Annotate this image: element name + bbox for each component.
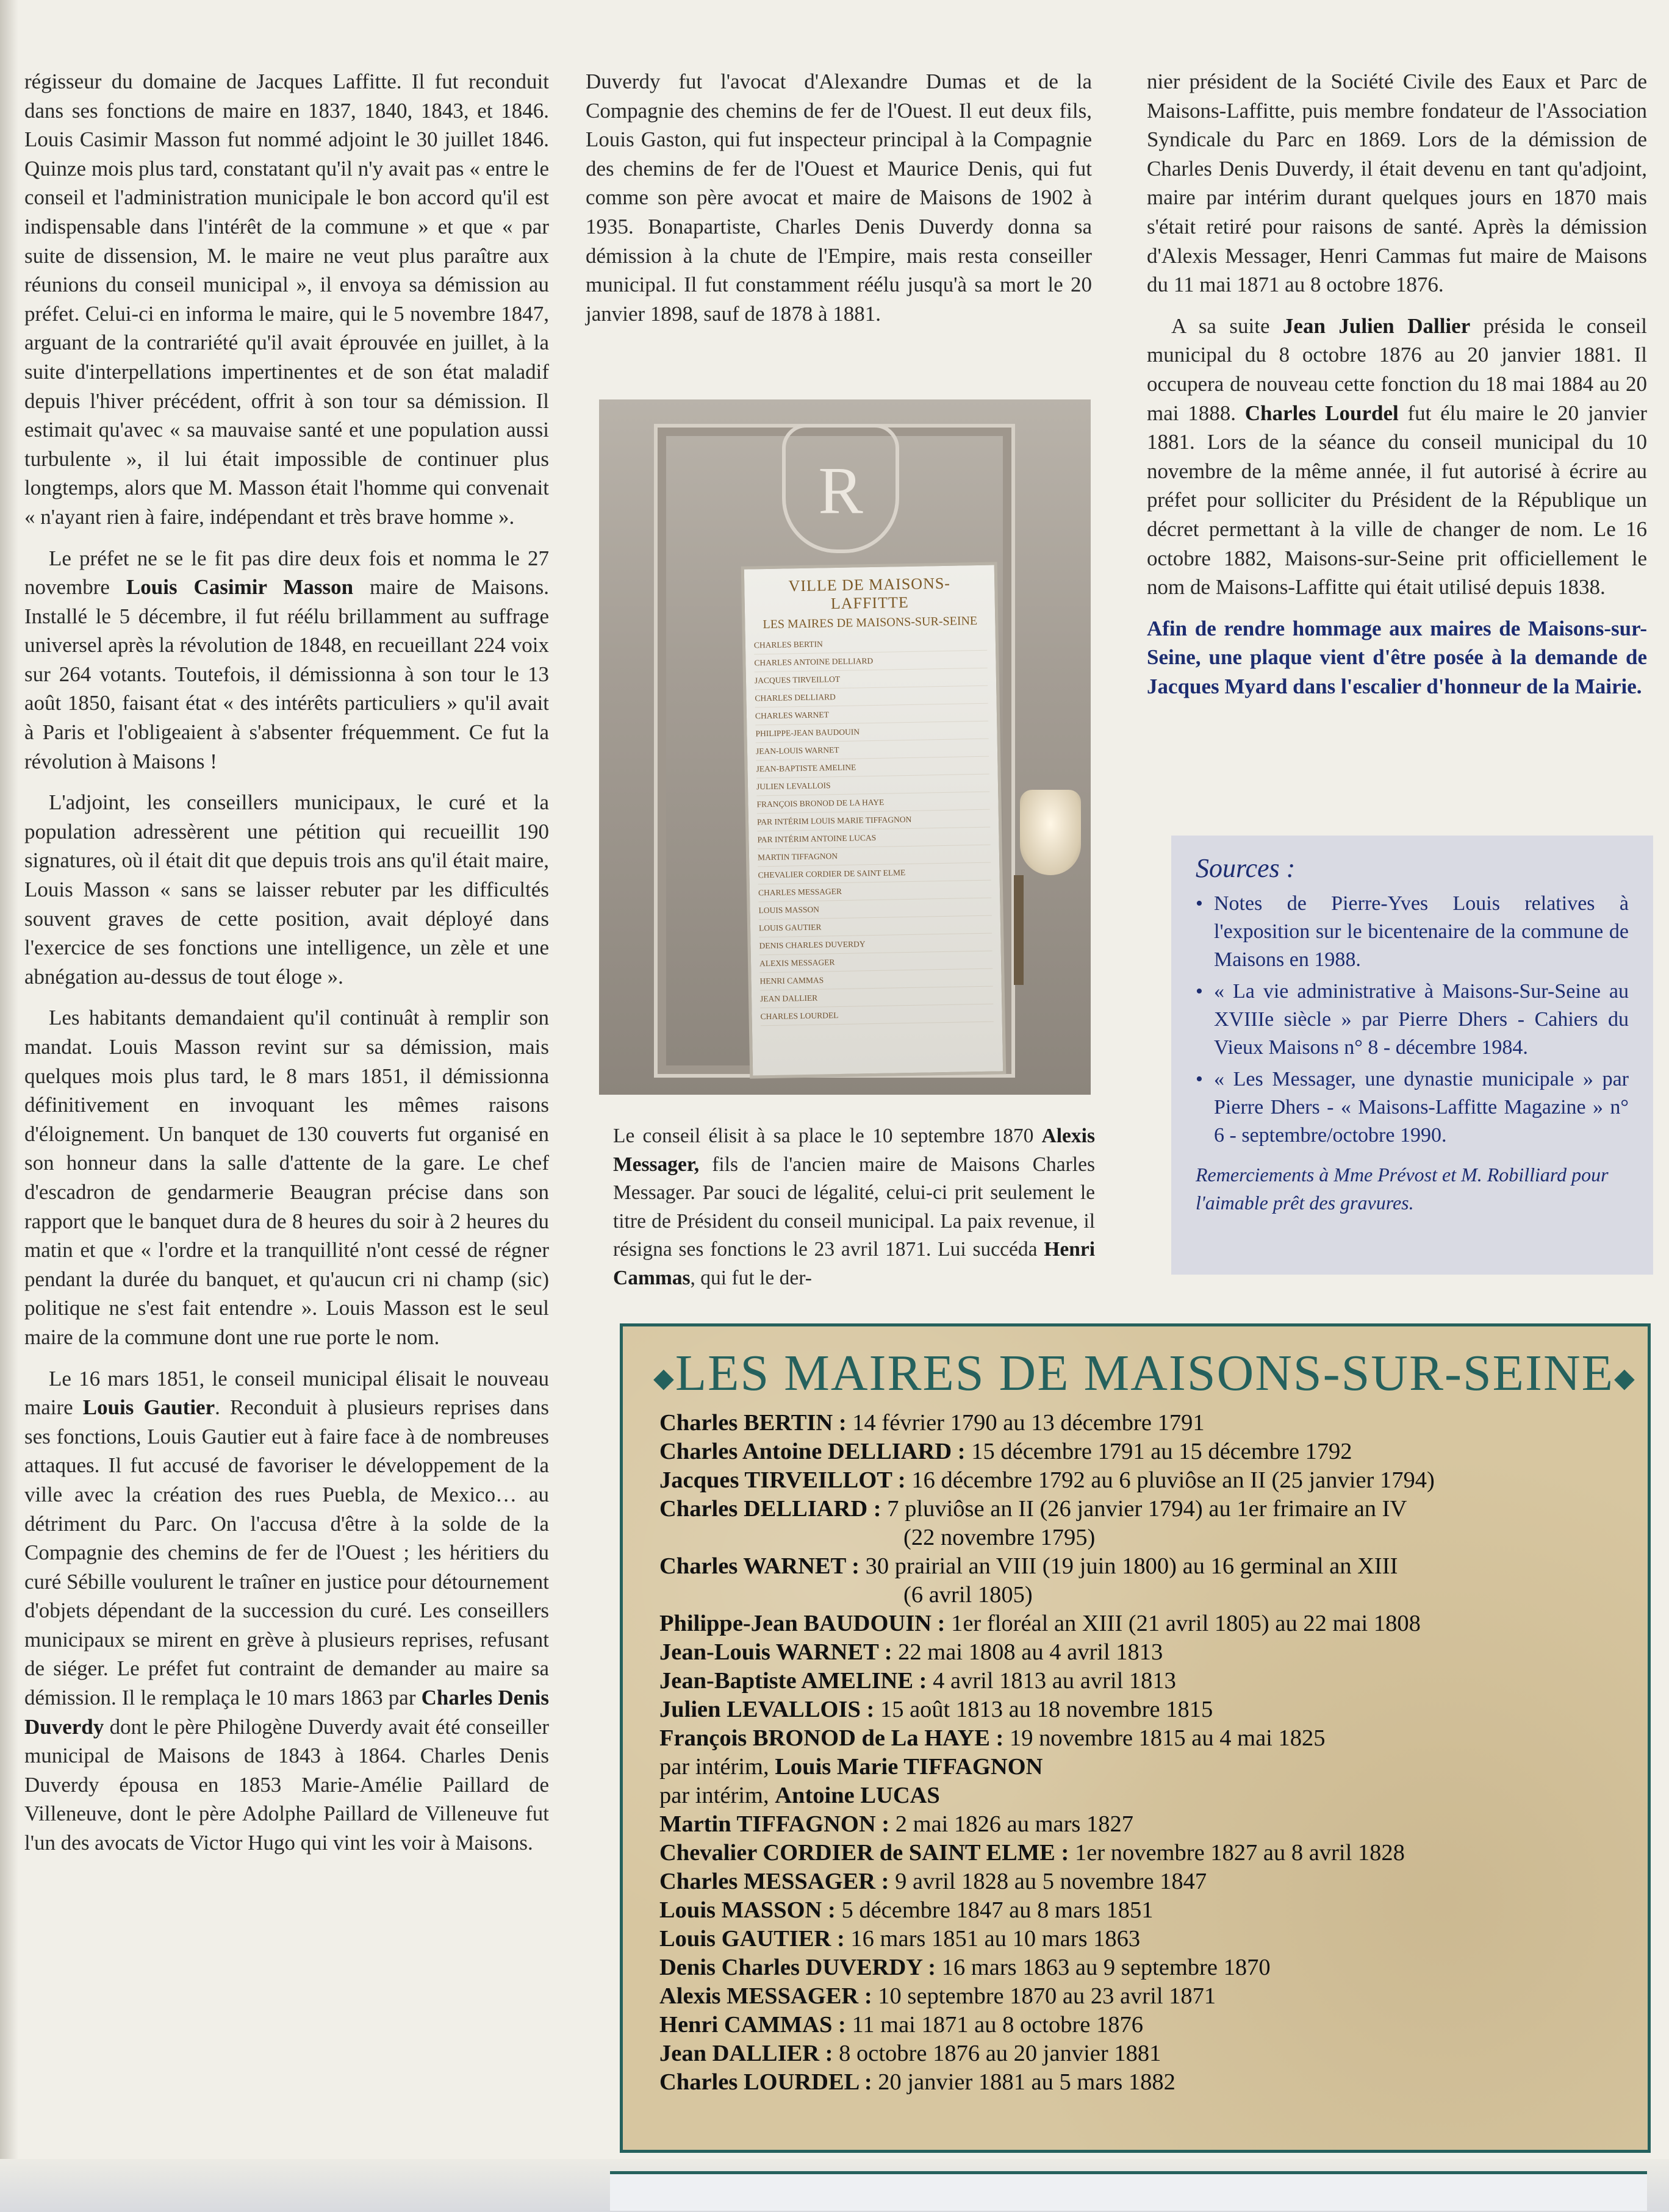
col2-paragraph-1: Duverdy fut l'avocat d'Alexandre Dumas et de la Compagnie des chemins de fer de l'Ouest. Il eut deux fils, Louis Gaston, qui fut inspecteur principal à la Compagnie des chemins de fer de l'Ouest et Maurice Denis, qui fut comme son père avocat et maire de Maisons de 1902 à 1935. Bonapartiste, Charles Denis Duverdy donna sa démission à la chute de l'Empire, mais resta conseiller municipal. Il fut constamment réélu jusqu'à sa mort le 20 janvier 1898, sauf de 1878 à 1881. [586,70,1092,326]
plaque-row: DENIS CHARLES DUVERDY [759,934,992,956]
col3-paragraph-2 [1147,312,1647,602]
text-run: . Reconduit à plusieurs reprises dans ses fonctions, Louis Gautier eut à faire face à de nombreuses attaques. Il fut accusé de favoriser le développement de la ville avec la création des rues Puebla, de Mexico… au détriment du Parc. On l'accusa d'être à la solde de la Compagnie des chemins de fer de l'Ouest ; les héritiers du curé Sébille voulurent le traîner en justice pour détournement d'objets dépendant de la succession du curé. Les conseillers municipaux se mirent en grève à plusieurs reprises, refusant de siéger. Le préfet fut contraint de demander au maire sa démission. Il le remplaça le 10 mars 1863 par [24,1395,549,1710]
person-name-jean-julien-dallier: Jean Julien Dallier [1282,313,1471,338]
mayor-name: Antoine LUCAS [775,1783,940,1808]
mayor-dates-continued [659,1523,1623,1552]
mayor-entry [659,1552,1623,1581]
plaque-rows [754,633,994,1026]
mayor-entry [659,1867,1623,1896]
mayor-name: Charles BERTIN : [659,1410,847,1436]
mayor-entry [659,1982,1623,2011]
plaque-subtitle: LES MAIRES DE MAISONS-SUR-SEINE [763,614,978,632]
text-run: Le préfet ne se le fit pas dire deux fois et nomma le 27 novembre [24,546,549,600]
person-name-henri-cammas: Henri Cammas [613,1238,1095,1289]
plaque-row: PAR INTÉRIM ANTOINE LUCAS [757,828,990,850]
plaque-row: ALEXIS MESSAGER [759,951,992,973]
sources-box [1171,836,1653,1275]
mayor-entry [659,1409,1623,1437]
mayor-name: Jacques TIRVEILLOT : [659,1467,906,1493]
plaque-row: HENRI CAMMAS [759,969,992,991]
diamond-icon: ◆ [1613,1363,1636,1394]
col3-paragraph-1: nier président de la Société Civile des Eaux et Parc de Maisons-Laffitte, puis membre fondateur de l'Association Syndicale du Parc en 1869. Lors de la démission de Charles Denis Duverdy, il était devenu en tant qu'adjoint, maire par intérim durant quelques jours en 1870 mais s'était retiré pour raisons de santé. Après la démission d'Alexis Messager, Henri Cammas fut maire de Maisons du 11 mai 1871 au 8 octobre 1876. [1147,70,1647,297]
mayor-name: Henri CAMMAS : [659,2012,846,2038]
mayor-dates: 5 décembre 1847 au 8 mars 1851 [835,1897,1154,1923]
mayor-entry [659,1609,1623,1638]
mayor-dates: 14 février 1790 au 13 décembre 1791 [846,1410,1205,1436]
plaque-row: JEAN-BAPTISTE AMELINE [756,757,989,779]
person-name-louis-casimir-masson: Louis Casimir Masson [126,575,354,600]
mayor-entry [659,2068,1623,2097]
text-run: présida le conseil municipal du 8 octobre 1876 au 20 janvier 1881. Il occupera de nouveau cette fonction du 18 mai 1884 au 20 mai 1888. [1147,313,1648,425]
sources-list [1196,890,1629,1150]
mayor-dates-continued-text: (22 novembre 1795) [903,1525,1096,1550]
plaque-title: VILLE DE MAISONS-LAFFITTE [788,574,951,613]
mayor-name: Martin TIFFAGNON : [659,1811,890,1837]
crest-letter: R [818,453,863,528]
mayor-entry [659,1781,1623,1810]
text-run: , qui fut le der- [690,1266,812,1289]
text-run: maire de Maisons. Installé le 5 décembre, il fut réélu brillamment au suffrage universel après la révolution de 1848, en recueillant 224 voix sur 264 votants. Toutefois, il démissionna à son tour le 13 août 1850, faisant état « des intérêts particuliers » qu'il avait à Paris et l'obligeaient à s'absenter fréquemment. Ce fut la révolution à Maisons ! [24,575,549,773]
mayor-entry [659,2011,1623,2039]
plaque-row: MARTIN TIFFAGNON [758,845,991,867]
mayor-name: Charles Antoine DELLIARD : [659,1439,966,1464]
person-name-louis-gautier: Louis Gautier [82,1395,215,1420]
mayors-title-text: LES MAIRES DE MAISONS-SUR-SEINE [675,1345,1614,1401]
mayor-name: Jean-Louis WARNET : [659,1639,892,1665]
sources-title: Sources : [1196,853,1296,883]
mayor-entry [659,1724,1623,1753]
mayor-dates: 30 prairial an VIII (19 juin 1800) au 16 germinal an XIII [860,1553,1398,1579]
mayor-dates: 16 mars 1851 au 10 mars 1863 [844,1926,1141,1952]
next-box-edge [610,2171,1647,2211]
next-page-strip [0,2159,1669,2212]
article-column-3 [1147,67,1647,713]
mayor-entry [659,1495,1623,1523]
photo-caption [613,1122,1095,1305]
mayor-name: Jean-Baptiste AMELINE : [659,1668,927,1694]
text-run: Le 16 mars 1851, le conseil municipal élisait le nouveau maire [24,1366,549,1420]
mayor-dates: 15 décembre 1791 au 15 décembre 1792 [965,1439,1352,1464]
text-run: fut élu maire le 20 janvier 1881. Lors de la séance du conseil municipal du 10 novembre de la même année, il fut autorisé à écrire au préfet pour solliciter du Président de la République un décret permettant à la ville de changer de nom. Le 16 octobre 1882, Maisons-sur-Seine prit officiellement le nom de Maisons-Laffitte qui était utilisé depuis 1838. [1147,401,1647,600]
plaque-row: LOUIS MASSON [758,898,991,920]
mayor-entry [659,1896,1623,1925]
mayor-entry [659,1810,1623,1839]
mayor-entry [659,1695,1623,1724]
wall-lamp-icon [1020,790,1081,875]
mayor-name: Charles MESSAGER : [659,1869,889,1894]
text-run: Le conseil élisit à sa place le 10 septembre 1870 [613,1125,1042,1147]
mayor-name: Charles DELLIARD : [659,1496,881,1522]
mayor-name: Denis Charles DUVERDY : [659,1955,936,1980]
mayor-name: Louis MASSON : [659,1897,836,1923]
mayor-prefix: par intérim, [659,1783,775,1808]
mayor-entry [659,1839,1623,1867]
crest-ornament [782,424,899,553]
mayor-entry [659,1667,1623,1695]
mayor-dates: 1er floréal an XIII (21 avril 1805) au 22 mai 1808 [945,1611,1421,1636]
source-item: • « Les Messager, une dynastie municipale » par Pierre Dhers - « Maisons-Laffitte Magazine » n° 6 - septembre/octobre 1990. [1214,1065,1629,1150]
text-run: A sa suite [1171,313,1283,338]
person-name-alexis-messager: Alexis Messager, [613,1125,1095,1176]
plaque-row: JACQUES TIRVEILLOT [755,668,988,690]
plaque-row: CHEVALIER CORDIER DE SAINT ELME [758,863,991,885]
mayor-dates-continued-text: (6 avril 1805) [903,1582,1033,1608]
col1-paragraph-4: Les habitants demandaient qu'il continuât à remplir son mandat. Louis Masson revint sur sa démission, mais quelques mois plus tard, le 8 mars 1851, il démissionna définitivement en invoquant les mêmes raisons d'éloignement. Un banquet de 130 couverts fut organisé en son honneur dans la salle d'attente de la gare. Le chef d'escadron de gendarmerie Beaugran précise dans son rapport que le banquet dura de 8 heures du soir à 2 heures du matin et que « l'ordre et la tranquillité n'ont cessé de régner pendant la durée du banquet, et qu'aucun cri ni champ (sic) politique ne s'est fait entendre ». Louis Masson est le seul maire de la commune dont une rue porte le nom. [24,1006,549,1349]
mayor-dates: 11 mai 1871 au 8 octobre 1876 [845,2012,1144,2038]
mayor-dates: 9 avril 1828 au 5 novembre 1847 [889,1869,1207,1894]
lamp-arm [1014,875,1024,985]
mayor-dates: 2 mai 1826 au mars 1827 [889,1811,1134,1837]
mayor-entry [659,1638,1623,1667]
plaque-photo [599,399,1091,1095]
col1-paragraph-1: régisseur du domaine de Jacques Laffitte. Il fut reconduit dans ses fonctions de maire en 1837, 1840, 1843, et 1846. Louis Casimir Masson fut nommé adjoint le 30 juillet 1846. Quinze mois plus tard, constatant qu'il n'y avait pas « entre le conseil et l'administration municipale le bon accord qu'il est indispensable dans l'intérêt de la commune » et que « par suite de dissension, M. le maire ne veut plus paraître aux réunions du conseil municipal », il envoya sa démission au préfet. Celui-ci en informa le maire, qui le 5 novembre 1847, arguant de la contrariété qu'il avait éprouvée en juillet, à la suite d'interpellations impertinentes et de son état maladif depuis l'hiver précédent, offrit à son tour sa démission. Il estimait qu'avec « sa mauvaise santé et une population aussi turbulente », il lui était impossible de continuer plus longtemps, alors que M. Masson était l'homme qui convenait « n'ayant rien à faire, indépendant et très brave homme ». [24,70,549,529]
mayor-dates: 19 novembre 1815 au 4 mai 1825 [1003,1725,1326,1751]
mayor-dates-continued [659,1581,1623,1609]
acknowledgements: Remerciements à Mme Prévost et M. Robilliard pour l'aimable prêt des gravures. [1196,1164,1609,1214]
col3-tribute-note: Afin de rendre hommage aux maires de Maisons-sur-Seine, une plaque vient d'être posée à la demande de Jacques Myard dans l'escalier d'honneur de la Mairie. [1147,616,1647,698]
plaque-row: CHARLES DELLIARD [755,686,988,708]
plaque-row: LOUIS GAUTIER [759,916,992,938]
mayor-dates: 20 janvier 1881 au 5 mars 1882 [872,2069,1175,2095]
mayor-name: Charles LOURDEL : [659,2069,872,2095]
plaque-row: CHARLES ANTOINE DELLIARD [754,651,987,673]
plaque-row: JULIEN LEVALLOIS [756,775,989,796]
mayor-prefix: par intérim, [659,1754,775,1780]
mayor-entry [659,1466,1623,1495]
mayor-dates: 8 octobre 1876 au 20 janvier 1881 [833,2041,1161,2066]
mayors-list-box [620,1323,1651,2153]
plaque-row: FRANÇOIS BRONOD DE LA HAYE [756,792,989,814]
mayor-name: Alexis MESSAGER : [659,1983,872,2009]
mayor-entry [659,1953,1623,1982]
mayor-dates: 16 décembre 1792 au 6 pluviôse an II (25 janvier 1794) [905,1467,1435,1493]
mayor-name: Chevalier CORDIER de SAINT ELME : [659,1840,1069,1866]
plaque-row: CHARLES WARNET [755,704,988,726]
person-name-charles-denis-duverdy: Charles Denis Duverdy [24,1686,550,1739]
plaque-row: PAR INTÉRIM LOUIS MARIE TIFFAGNON [757,810,990,832]
text-run: fils de l'ancien maire de Maisons Charles Messager. Par souci de légalité, celui-ci prit seulement le titre de Président du conseil municipal. La paix revenue, il résigna ses fonctions le 23 avril 1871. Lui succéda [613,1153,1095,1261]
article-column-1 [24,67,549,1870]
mayors-list-title [653,1344,1636,1403]
col1-paragraph-3: L'adjoint, les conseillers municipaux, le curé et la population adressèrent une pétition qui recueillit 190 signatures, où il était dit que depuis trois ans qu'il était maire, Louis Masson « sans se laisser rebuter par les difficultés souvent graves de cette position, avait déployé dans l'exercice de ses fonctions une intelligence, un zèle et une abnégation au-dessus de tout éloge ». [24,790,549,989]
source-item: • « La vie administrative à Maisons-Sur-Seine au XVIIIe siècle » par Pierre Dhers - Cahiers du Vieux Maisons n° 8 - décembre 1984. [1214,978,1629,1062]
caption-paragraph [613,1122,1095,1292]
article-column-2 [586,67,1092,340]
mayor-entry [659,2039,1623,2068]
mayor-dates: 22 mai 1808 au 4 avril 1813 [892,1639,1163,1665]
mayor-dates: 7 pluviôse an II (26 janvier 1794) au 1er frimaire an IV [881,1496,1407,1522]
mayor-name: Charles WARNET : [659,1553,860,1579]
mayor-name: Louis Marie TIFFAGNON [775,1754,1043,1780]
diamond-icon: ◆ [653,1363,675,1394]
mayor-name: Jean DALLIER : [659,2041,833,2066]
mayor-entry [659,1753,1623,1781]
mayor-name: Julien LEVALLOIS : [659,1697,875,1722]
mayor-entry [659,1925,1623,1953]
mayor-dates: 4 avril 1813 au avril 1813 [927,1668,1176,1694]
mayor-name: François BRONOD de La HAYE : [659,1725,1004,1751]
mayor-dates: 15 août 1813 au 18 novembre 1815 [874,1697,1213,1722]
plaque-row: CHARLES LOURDEL [760,1004,993,1026]
mayor-name: Louis GAUTIER : [659,1926,845,1952]
plaque-row: CHARLES BERTIN [754,633,987,655]
plaque-row: JEAN-LOUIS WARNET [756,739,989,761]
mayor-dates: 10 septembre 1870 au 23 avril 1871 [872,1983,1216,2009]
col1-paragraph-2 [24,544,549,776]
source-item: • Notes de Pierre-Yves Louis relatives à l'exposition sur le bicentenaire de la commune de Maisons en 1988. [1214,890,1629,974]
plaque-row: CHARLES MESSAGER [758,881,991,903]
col1-paragraph-5 [24,1364,549,1858]
text-run: dont le père Philogène Duverdy avait été conseiller municipal de Maisons de 1843 à 1864. Charles Denis Duverdy épousa en 1853 Marie-Amélie Paillard de Villeneuve, dont le père Adolphe Paillard de Villeneuve fut l'un des avocats de Victor Hugo qui vint les voir à Maisons. [24,1714,549,1855]
page-edge-shadow [0,0,18,2212]
mayor-dates: 16 mars 1863 au 9 septembre 1870 [936,1955,1271,1980]
mayor-rows [647,1409,1623,2097]
mayor-entry [659,1437,1623,1466]
plaque-row: PHILIPPE-JEAN BAUDOUIN [755,721,988,743]
person-name-charles-lourdel: Charles Lourdel [1244,401,1399,425]
mayor-name: Philippe-Jean BAUDOUIN : [659,1611,946,1636]
plaque-row: JEAN DALLIER [760,987,993,1009]
mayor-dates: 1er novembre 1827 au 8 avril 1828 [1069,1840,1405,1866]
mayors-plaque [741,562,1007,1078]
